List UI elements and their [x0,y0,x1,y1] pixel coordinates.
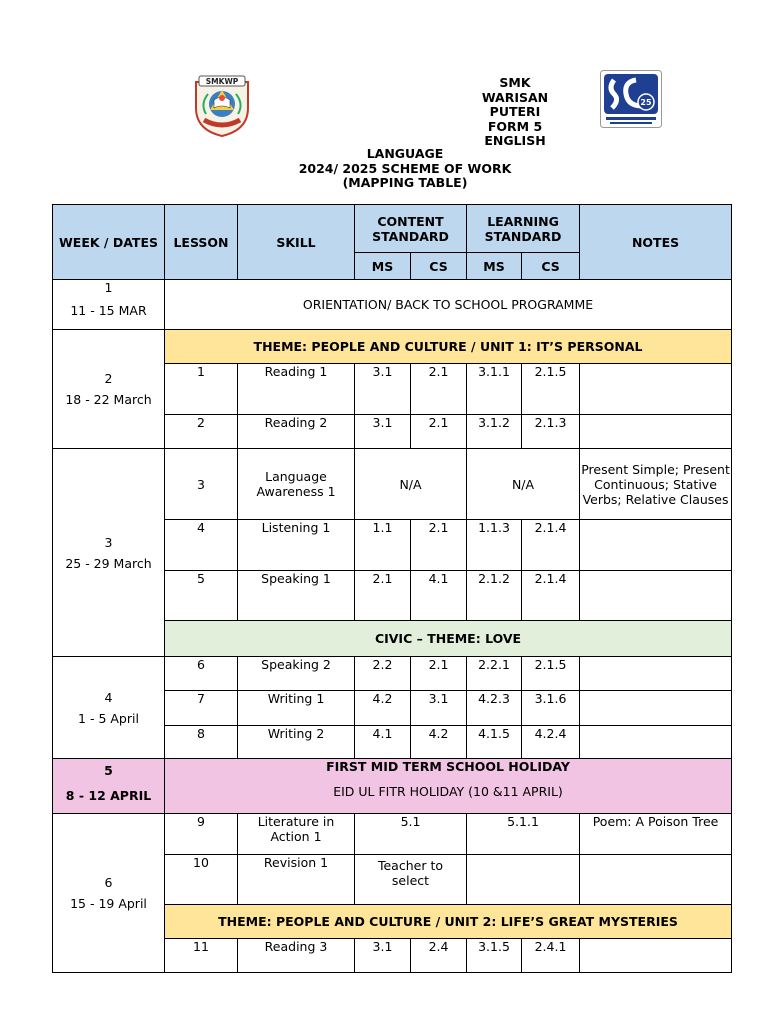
header-learning-standard: LEARNING STANDARD [467,205,580,253]
holiday-title: FIRST MID TERM SCHOOL HOLIDAY [326,759,570,774]
school-name-line: ENGLISH [484,133,546,148]
school-name-line: FORM 5 [487,118,543,134]
mapping-table [52,204,732,973]
learning-standard [467,855,580,905]
content-standard-text: Teacher to select [377,858,443,888]
week-dates: 11 - 15 MAR [70,303,147,318]
lesson-number: 6 [165,657,238,691]
header-week-dates: WEEK / DATES [53,205,165,280]
skill: Speaking 2 [238,657,355,691]
week-dates: 18 - 22 March [65,392,152,407]
table-row [53,449,732,520]
svg-text:SMKWP: SMKWP [205,77,239,86]
learning-ms: 1.1.3 [467,520,522,571]
header-content-cs: CS [411,253,467,280]
theme-banner: CIVIC – THEME: LOVE [165,621,732,657]
content-cs: 2.4 [411,939,467,973]
skill: Reading 2 [238,415,355,449]
content-cs: 2.1 [411,520,467,571]
learning-cs: 2.1.4 [522,571,580,621]
learning-ms: 3.1.5 [467,939,522,973]
lesson-number: 2 [165,415,238,449]
holiday-banner [165,759,732,814]
week-cell [53,449,165,657]
school-crest-logo [190,74,254,138]
week-cell [53,814,165,973]
content-ms: 3.1 [355,415,411,449]
week-number: 2 [104,371,113,386]
content-ms: 4.2 [355,691,411,726]
content-cs: 2.1 [411,657,467,691]
holiday-row [53,759,732,814]
table-row [53,814,732,855]
content-ms: 2.1 [355,571,411,621]
skill: Language Awareness 1 [238,449,355,520]
learning-standard: 5.1.1 [467,814,580,855]
learning-ms: 3.1.2 [467,415,522,449]
school-name-line: PUTERI [489,104,541,119]
document-title [200,147,610,191]
skill: Reading 3 [238,939,355,973]
week-number: 4 [104,689,113,705]
anniversary-logo [600,70,662,128]
header-learning-cs: CS [522,253,580,280]
header-content-ms: MS [355,253,411,280]
holiday-subtitle: EID UL FITR HOLIDAY (10 &11 APRIL) [333,784,563,799]
week-cell [53,330,165,449]
week-cell [53,759,165,814]
learning-ms: 2.2.1 [467,657,522,691]
content-cs: 2.1 [411,364,467,415]
content-ms: 3.1 [355,939,411,973]
learning-ms: 3.1.1 [467,364,522,415]
learning-ms: 4.1.5 [467,726,522,759]
skill: Writing 2 [238,726,355,759]
week-number: 6 [104,875,113,890]
content-ms: 2.2 [355,657,411,691]
school-name [440,76,590,149]
header-content-standard: CONTENT STANDARD [355,205,467,253]
table-row [53,657,732,691]
content-cs: 2.1 [411,415,467,449]
notes [580,855,732,905]
notes: Poem: A Poison Tree [580,814,732,855]
lesson-number: 9 [165,814,238,855]
notes [580,520,732,571]
learning-ms: 2.1.2 [467,571,522,621]
theme-banner: THEME: PEOPLE AND CULTURE / UNIT 1: IT’S PERSONAL [165,330,732,364]
learning-cs: 2.4.1 [522,939,580,973]
content-standard: N/A [355,449,467,520]
lesson-number: 5 [165,571,238,621]
content-standard: 5.1 [355,814,467,855]
notes [580,571,732,621]
theme-row [53,330,732,364]
header-row [53,205,732,253]
notes [580,364,732,415]
orientation-programme: ORIENTATION/ BACK TO SCHOOL PROGRAMME [165,280,732,330]
learning-cs: 2.1.3 [522,415,580,449]
lesson-number: 4 [165,520,238,571]
notes [580,726,732,759]
header-lesson: LESSON [165,205,238,280]
content-cs: 4.1 [411,571,467,621]
header-notes: NOTES [580,205,732,280]
school-name-line: SMK [499,75,531,90]
theme-banner: THEME: PEOPLE AND CULTURE / UNIT 2: LIFE’S GREAT MYSTERIES [165,905,732,939]
content-ms: 4.1 [355,726,411,759]
skill: Revision 1 [238,855,355,905]
week-dates: 8 - 12 APRIL [65,788,152,803]
content-cs: 3.1 [411,691,467,726]
learning-cs: 3.1.6 [522,691,580,726]
skill: Writing 1 [238,691,355,726]
content-ms: 1.1 [355,520,411,571]
skill: Reading 1 [238,364,355,415]
document-title-line: LANGUAGE [366,146,444,161]
header-skill: SKILL [238,205,355,280]
header-learning-ms: MS [467,253,522,280]
week-dates: 15 - 19 April [70,896,147,911]
document-title-line: (MAPPING TABLE) [342,175,468,190]
content-standard [355,855,467,905]
table-row [53,280,732,330]
content-ms: 3.1 [355,364,411,415]
content-cs: 4.2 [411,726,467,759]
svg-text:25: 25 [640,98,652,107]
learning-standard: N/A [467,449,580,520]
skill: Literature in Action 1 [238,814,355,855]
lesson-number: 11 [165,939,238,973]
lesson-number: 3 [165,449,238,520]
skill: Speaking 1 [238,571,355,621]
week-cell [53,280,165,330]
lesson-number: 8 [165,726,238,759]
learning-cs: 2.1.4 [522,520,580,571]
week-number: 1 [104,280,113,295]
week-dates: 25 - 29 March [65,555,152,571]
learning-ms: 4.2.3 [467,691,522,726]
lesson-number: 7 [165,691,238,726]
learning-cs: 4.2.4 [522,726,580,759]
week-number: 5 [104,763,113,778]
week-dates: 1 - 5 April [78,710,139,726]
notes [580,415,732,449]
learning-cs: 2.1.5 [522,364,580,415]
document-title-line: 2024/ 2025 SCHEME OF WORK [298,160,512,176]
skill: Listening 1 [238,520,355,571]
lesson-number: 10 [165,855,238,905]
lesson-number: 1 [165,364,238,415]
notes: Present Simple; Present Continuous; Stative Verbs; Relative Clauses [580,449,732,520]
school-name-line: WARISAN [481,89,549,105]
notes [580,657,732,691]
week-number: 3 [104,534,113,550]
notes [580,939,732,973]
notes [580,691,732,726]
week-cell [53,657,165,759]
learning-cs: 2.1.5 [522,657,580,691]
